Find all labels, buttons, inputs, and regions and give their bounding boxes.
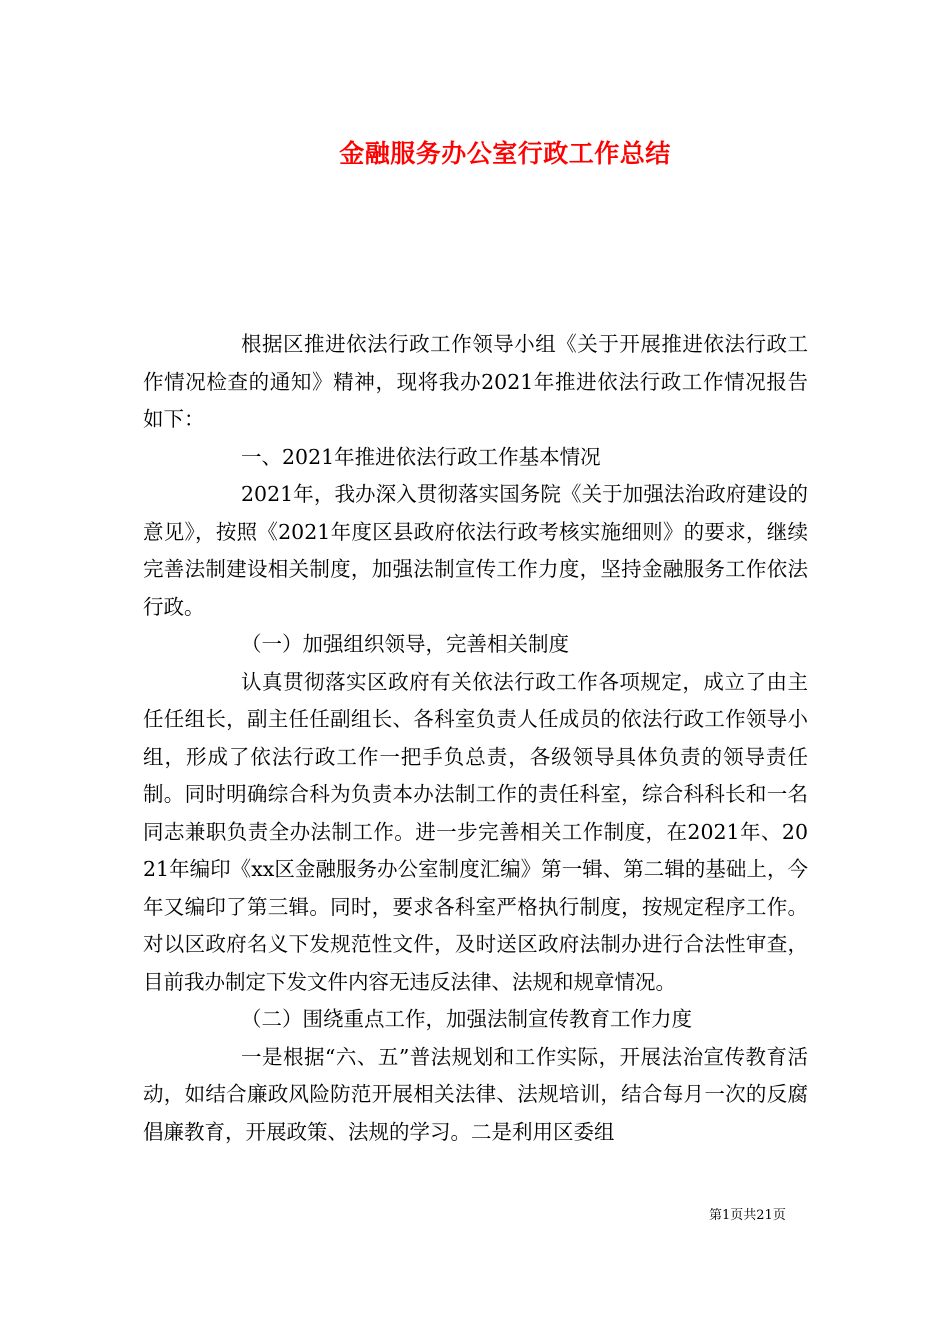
paragraph-intro: 根据区推进依法行政工作领导小组《关于开展推进依法行政工作情况检查的通知》精神，现将我办2021年推进依法行政工作情况报告如下： xyxy=(143,332,808,431)
subsection-heading-1: （一）加强组织领导，完善相关制度 xyxy=(241,632,569,656)
paragraph-organization: 认真贯彻落实区政府有关依法行政工作各项规定，成立了由主任任组长，副主任任副组长、各科室负责人任成员的依法行政工作领导小组，形成了依法行政工作一把手负总责，各级领导具体负责的领导责任制。同时明确综合科为负责本办法制工作的责任科室，综合科科长和一名同志兼职负责全办法制工作。进一步完善相关工作制度，在2021年、2021年编印《xx区金融服务办公室制度汇编》第一辑、第二辑的基础上，今年又编印了第三辑。同时，要求各科室严格执行制度，按规定程序工作。对以区政府名义下发规范性文件，及时送区政府法制办进行合法性审查，目前我办制定下发文件内容无违反法律、法规和规章情况。 xyxy=(143,669,808,994)
subsection-heading-2: （二）围绕重点工作，加强法制宣传教育工作力度 xyxy=(241,1007,692,1031)
section-heading-1: 一、2021年推进依法行政工作基本情况 xyxy=(241,444,601,469)
paragraph-publicity: 一是根据“六、五”普法规划和工作实际，开展法治宣传教育活动，如结合廉政风险防范开展相关法律、法规培训，结合每月一次的反腐倡廉教育，开展政策、法规的学习。二是利用区委组 xyxy=(143,1044,808,1144)
paragraph-basic-situation: 2021年，我办深入贯彻落实国务院《关于加强法治政府建设的意见》，按照《2021年度区县政府依法行政考核实施细则》的要求，继续完善法制建设相关制度，加强法制宣传工作力度，坚持金融服务工作依法行政。 xyxy=(143,482,808,619)
document-body xyxy=(143,326,808,1151)
document-title: 金融服务办公室行政工作总结 xyxy=(339,139,671,168)
page-footer: 第1页共21页 xyxy=(709,1208,786,1223)
